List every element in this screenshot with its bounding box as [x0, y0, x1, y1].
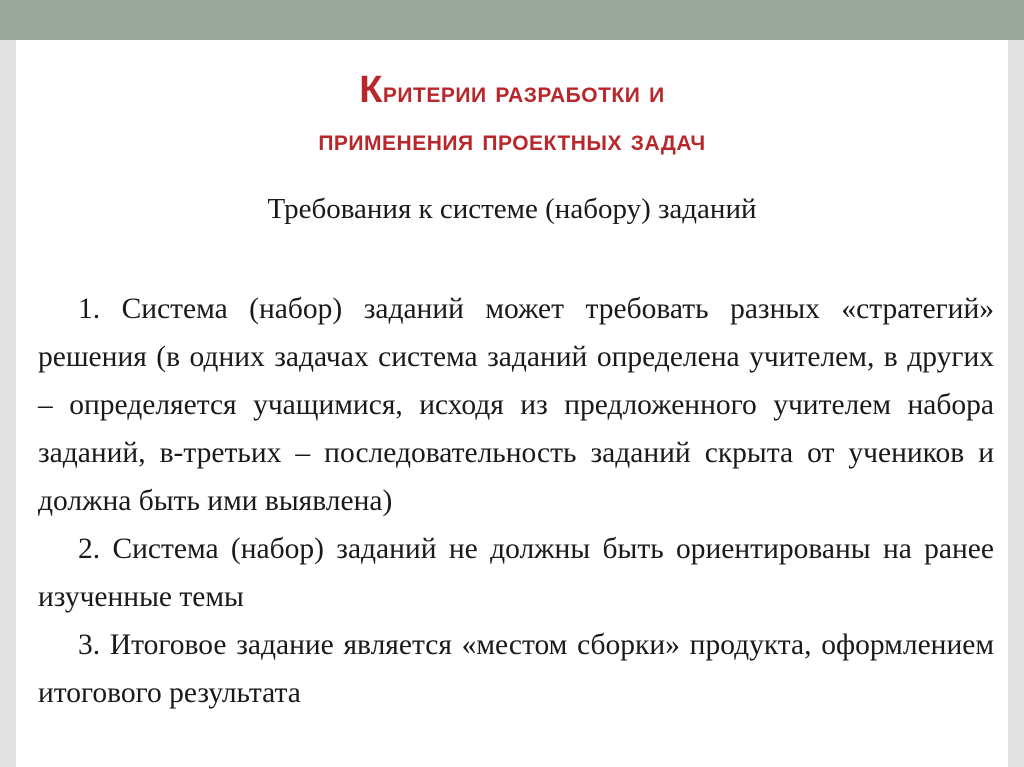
paragraph-3: 3. Итоговое задание является «местом сборки» продукта, оформлением итогового результата [38, 629, 994, 709]
slide-body [38, 285, 994, 717]
title-initial: К [359, 69, 383, 111]
right-border [1008, 40, 1024, 767]
title-line-1 [16, 66, 1008, 117]
slide-page [16, 40, 1008, 767]
slide-title [16, 66, 1008, 165]
left-border [0, 40, 16, 767]
paragraph-2: 2. Система (набор) заданий не должны быть ориентированы на ранее изученные темы [38, 533, 994, 613]
slide-subtitle: Требования к системе (набору) заданий [267, 193, 757, 225]
title-line-2: применения проектных задач [318, 124, 706, 157]
paragraph-1: 1. Система (набор) заданий может требовать разных «стратегий» решения (в одних задачах система заданий определена учителем, в других – определяется учащимися, исходя из предложенного учителем набора заданий, в-третьих – последовательность заданий скрыта от учеников и должна быть ими выявлена) [38, 293, 994, 517]
title-line-1-rest: ритерии разработки и [382, 76, 665, 109]
top-bar [0, 0, 1024, 40]
